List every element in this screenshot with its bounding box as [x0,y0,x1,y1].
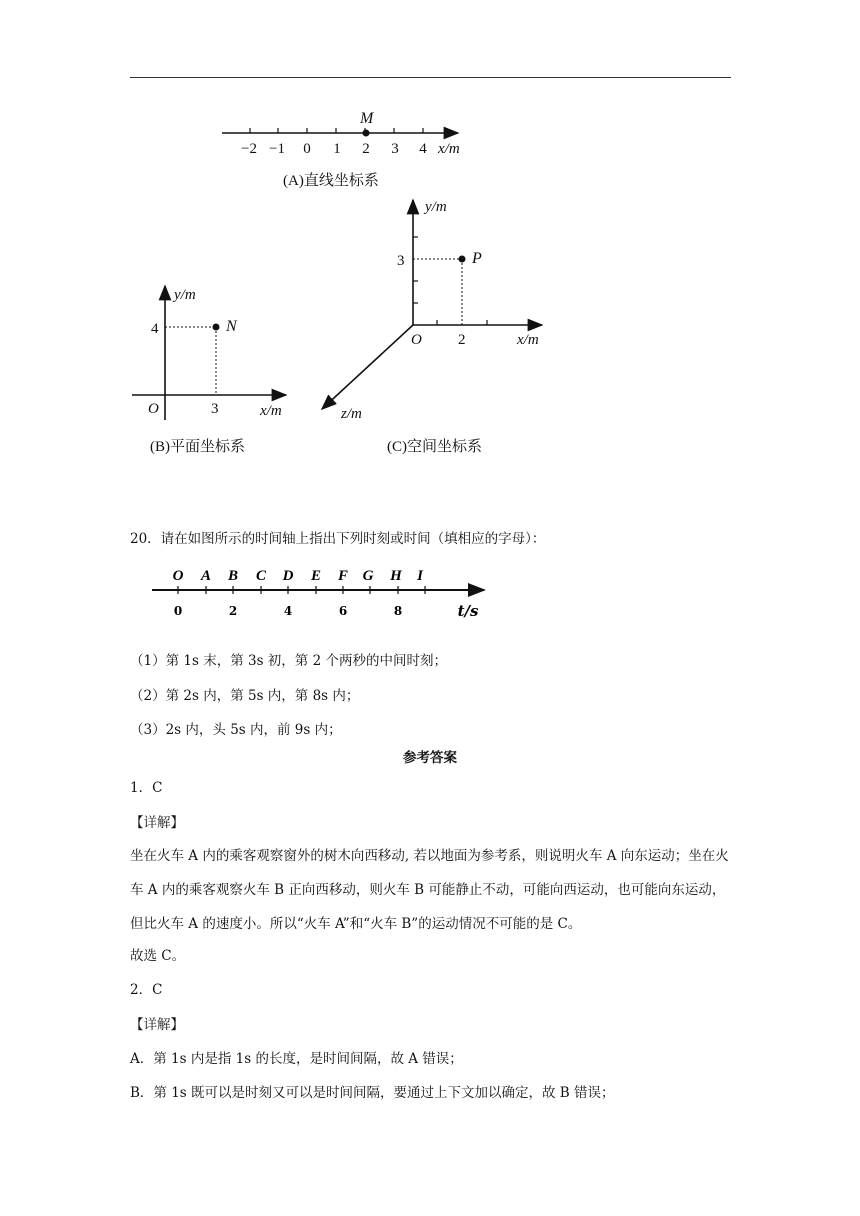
caption-a: (A)直线坐标系 [283,173,379,189]
point-m-label: M [360,110,374,127]
timeline-letter: I [417,568,423,584]
timeline-tick-label: 2 [228,604,238,618]
space-coordinate-system [322,199,542,455]
caption-c: (C)空间坐标系 [387,439,482,455]
timeline-tick-label: 0 [173,604,183,618]
timeline-letter: C [255,568,267,584]
y-axis-label: y/m [174,287,196,303]
origin-label: O [148,401,159,417]
timeline-tick-label: 4 [283,604,293,618]
line-coordinate-system [222,110,460,189]
answers-title: 参考答案 [403,750,457,766]
answer-2-detail-tag: 【详解】 [130,1017,184,1033]
timeline-letter: H [390,568,402,584]
timeline-figure [0,560,860,630]
question-20-item-2: （2）第 2s 内，第 5s 内，第 8s 内； [130,688,360,704]
tick-label: 0 [303,141,311,157]
timeline-letter: D [282,568,294,584]
tick-label: 1 [333,141,341,157]
coordinate-systems-figure [0,0,860,470]
plane-coordinate-system [132,286,286,455]
caption-b: (B)平面坐标系 [150,439,245,455]
timeline-letter: F [337,568,349,584]
answer-2-option-a: A．第 1s 内是指 1s 的长度，是时间间隔，故 A 错误； [130,1051,463,1067]
point-p-label: P [472,250,482,267]
timeline-letter: G [362,568,374,584]
tick-label: −2 [241,141,257,157]
question-20-item-3: （3）2s 内，头 5s 内，前 9s 内； [130,722,342,738]
x-value-label: 3 [211,401,219,417]
timeline-tick-label: 8 [393,604,403,618]
tick-label: −1 [269,141,285,157]
answer-1-explanation: 坐在火车 A 内的乘客观察窗外的树木向西移动, 若以地面为参考系，则说明火车 A 向东运动；坐在火车 A 内的乘客观察火车 B 正向西移动，则火车 B 可能静止不动，可能向西运动，也可能向东运动，但比火车 A 的速度小。所以“火车 A”和“火车 B”的运动情况不可能的是 C。 [130,848,729,932]
tick-label: 2 [362,141,370,157]
answer-1-number: 1．C [130,780,163,796]
timeline-letter: O [172,568,184,584]
point-m [363,130,370,137]
z-axis [322,325,413,409]
x-axis-label: x/m [517,332,539,348]
origin-label: O [411,332,422,348]
y-value-label: 4 [151,321,159,337]
question-20-item-1: （1）第 1s 末，第 3s 初，第 2 个两秒的中间时刻； [130,653,447,669]
answer-1-conclusion: 故选 C。 [130,948,186,964]
y-value-label: 3 [397,253,405,269]
z-axis-label: z/m [341,406,362,422]
answer-1-detail-tag: 【详解】 [130,815,184,831]
timeline-unit: t/s [457,602,479,620]
answer-2-number: 2．C [130,982,163,998]
point-n-label: N [226,318,237,335]
x-axis-label: x/m [438,141,460,157]
point-p [459,256,466,263]
tick-label: 3 [391,141,399,157]
x-value-label: 2 [458,332,466,348]
answer-2-option-b: B．第 1s 既可以是时刻又可以是时间间隔，要通过上下文加以确定，故 B 错误； [130,1085,615,1101]
x-axis-label: x/m [260,403,282,419]
timeline-tick-label: 6 [338,604,348,618]
y-axis-label: y/m [425,199,447,215]
timeline-letter: A [200,568,212,584]
timeline-letter: E [310,568,322,584]
timeline-letter: B [227,568,239,584]
tick-label: 4 [419,141,427,157]
question-20-stem: 20．请在如图所示的时间轴上指出下列时刻或时间（填相应的字母）： [130,531,546,547]
point-n [213,324,220,331]
